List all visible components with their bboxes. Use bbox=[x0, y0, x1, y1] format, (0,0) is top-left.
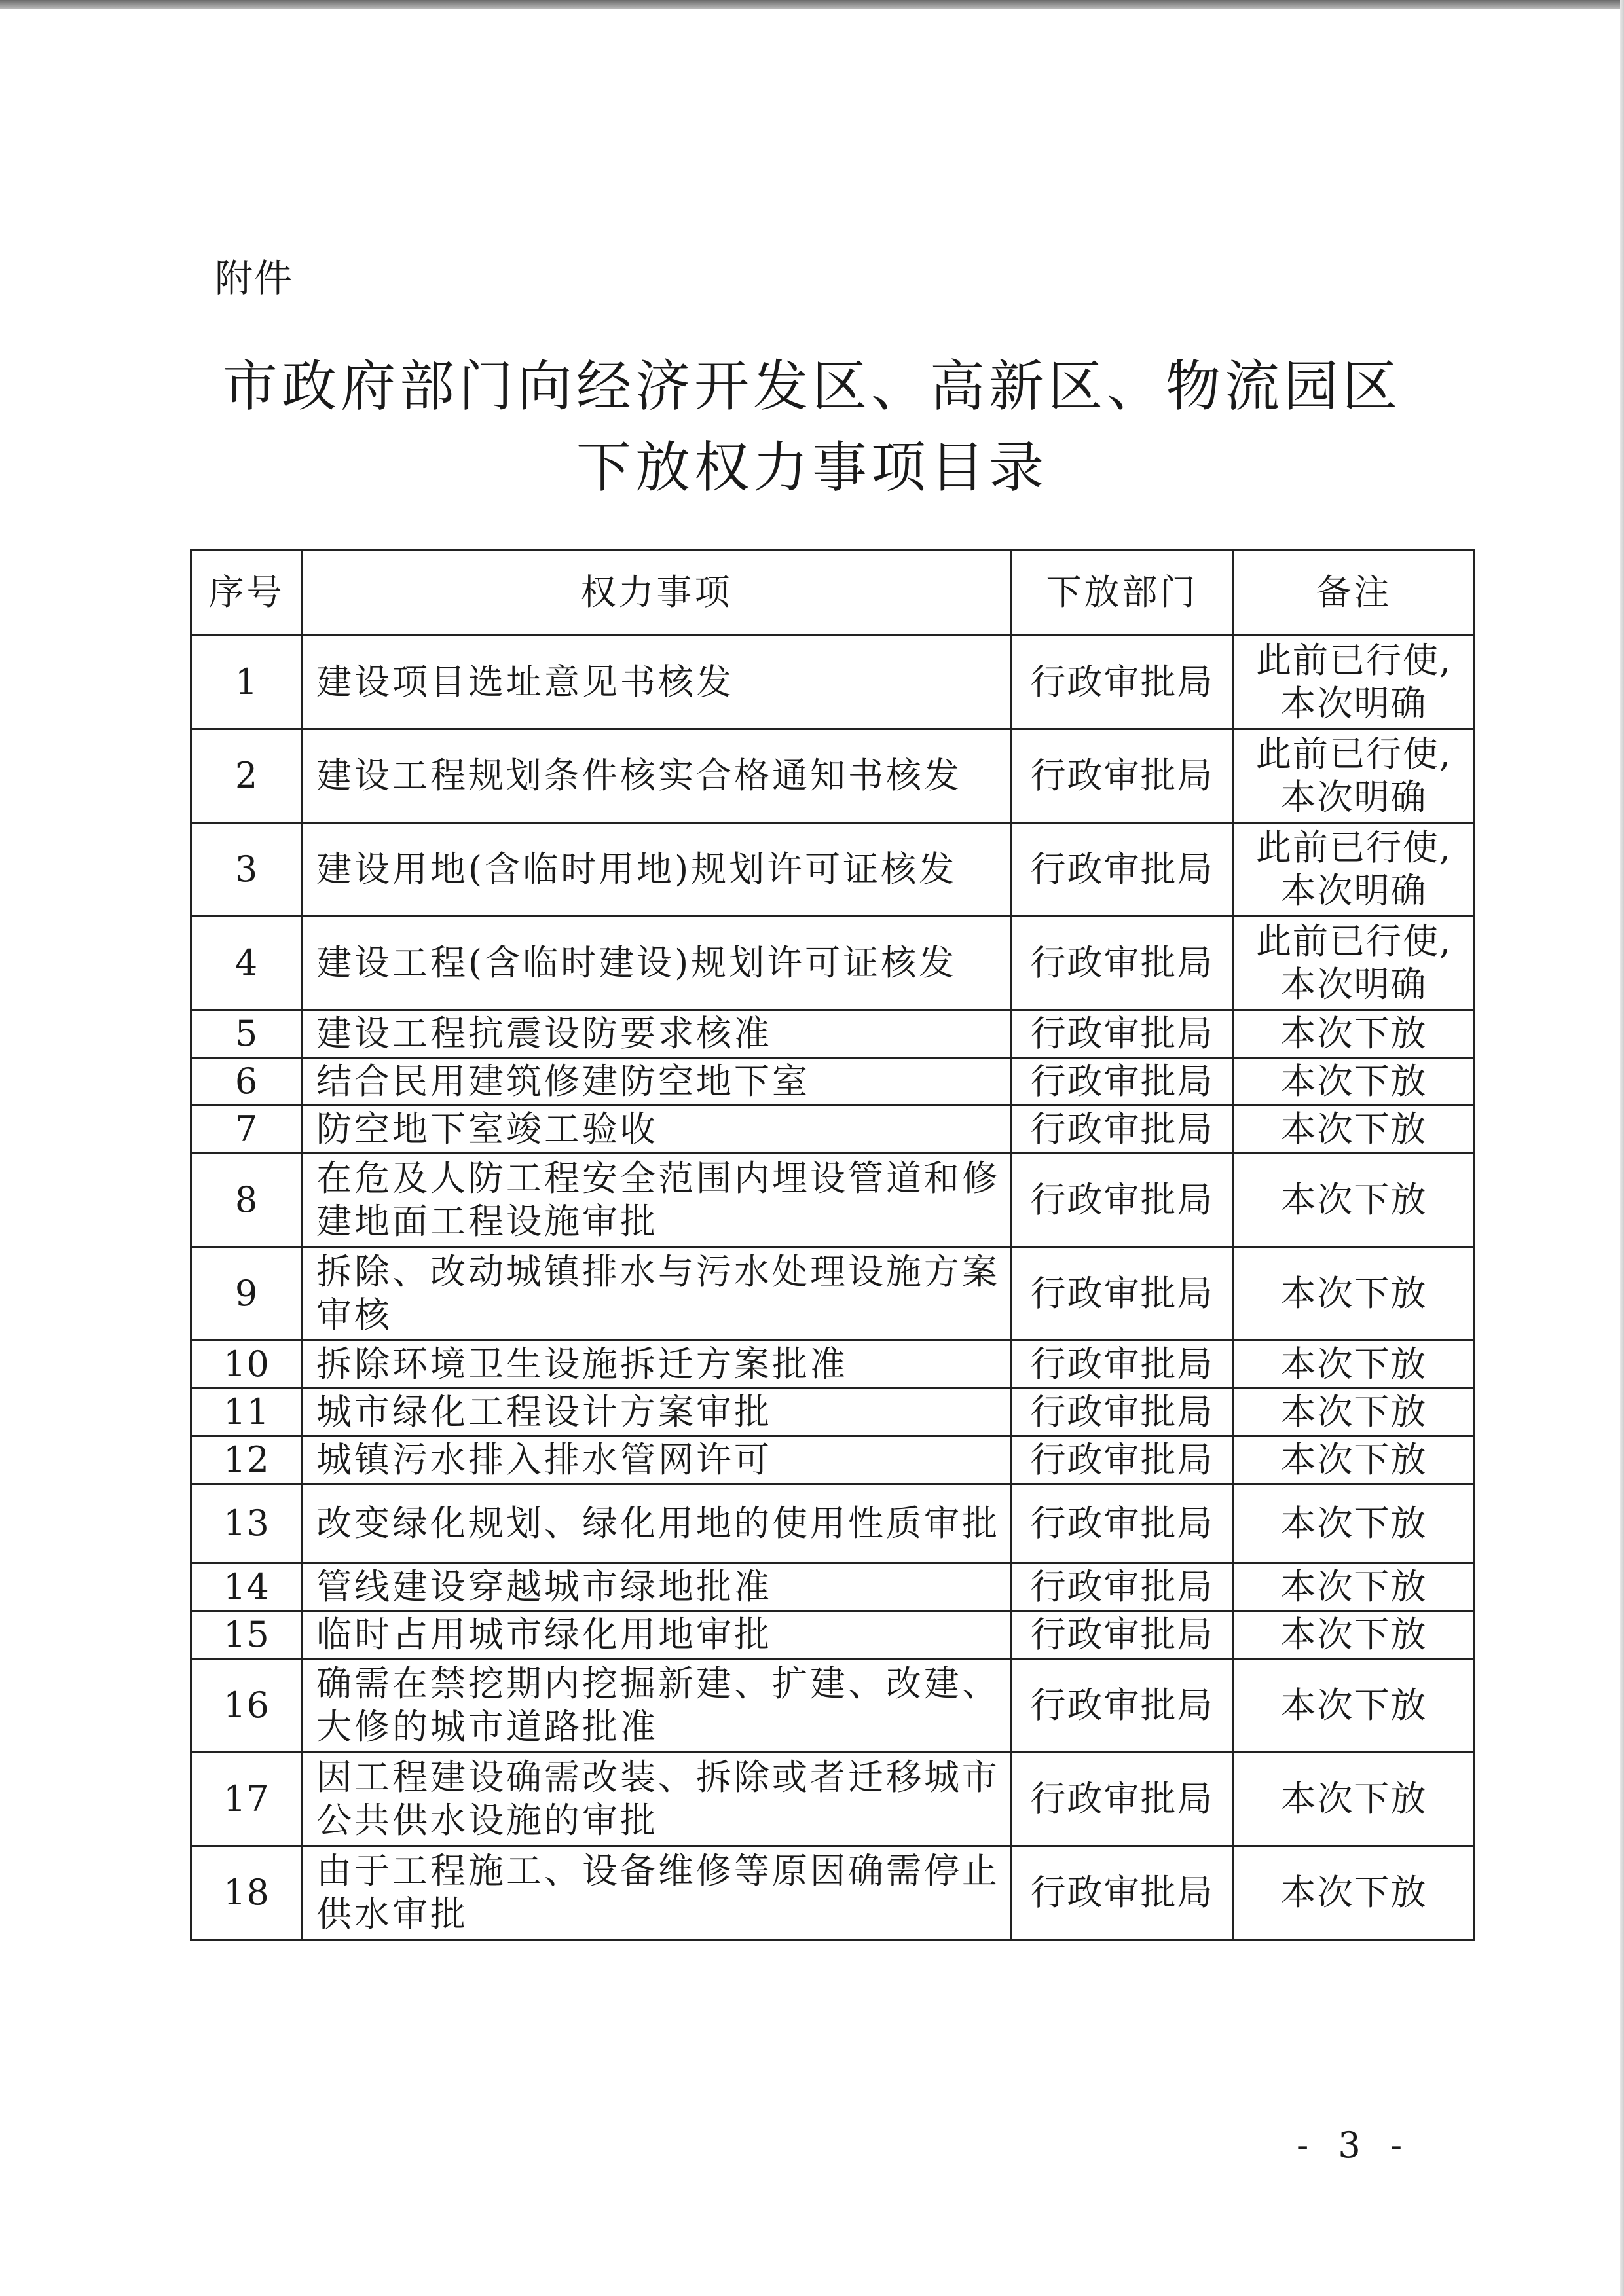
table-row bbox=[191, 1659, 1475, 1753]
row-serial-number: 8 bbox=[191, 1154, 303, 1247]
remarks-line: 本次下放 bbox=[1280, 1061, 1428, 1102]
row-power-item: 改变绿化规划、绿化用地的使用性质审批 bbox=[303, 1484, 1011, 1563]
page-number: - 3 - bbox=[1297, 2124, 1412, 2166]
row-serial-number: 7 bbox=[191, 1106, 303, 1154]
document-title-line-2: 下放权力事项目录 bbox=[576, 435, 1048, 500]
table-row bbox=[191, 636, 1475, 729]
header-department: 下放部门 bbox=[1011, 550, 1234, 636]
table-row bbox=[191, 1611, 1475, 1659]
row-department: 行政审批局 bbox=[1011, 1563, 1234, 1611]
row-remarks bbox=[1234, 1611, 1475, 1659]
remarks-line: 本次下放 bbox=[1280, 1685, 1428, 1726]
table-body bbox=[191, 636, 1475, 1940]
table-row bbox=[191, 917, 1475, 1010]
row-power-item: 拆除环境卫生设施拆迁方案批准 bbox=[303, 1341, 1011, 1389]
table-row bbox=[191, 1753, 1475, 1846]
row-remarks bbox=[1234, 636, 1475, 729]
attachment-label: 附件 bbox=[215, 256, 294, 301]
remarks-line: 本次下放 bbox=[1280, 1179, 1428, 1220]
row-power-item: 建设工程规划条件核实合格通知书核发 bbox=[303, 729, 1011, 823]
row-serial-number: 9 bbox=[191, 1247, 303, 1341]
row-department: 行政审批局 bbox=[1011, 1247, 1234, 1341]
power-items-table bbox=[190, 549, 1475, 1941]
row-power-item: 建设项目选址意见书核发 bbox=[303, 636, 1011, 729]
row-power-item: 拆除、改动城镇排水与污水处理设施方案审核 bbox=[303, 1247, 1011, 1341]
row-power-item: 确需在禁挖期内挖掘新建、扩建、改建、大修的城市道路批准 bbox=[303, 1659, 1011, 1753]
row-remarks bbox=[1234, 1058, 1475, 1106]
remarks-line: 本次下放 bbox=[1280, 1108, 1428, 1150]
row-power-item: 建设用地(含临时用地)规划许可证核发 bbox=[303, 823, 1011, 917]
remarks-line: 本次下放 bbox=[1280, 1566, 1428, 1607]
row-serial-number: 18 bbox=[191, 1846, 303, 1940]
remarks-line: 此前已行使, bbox=[1255, 920, 1452, 962]
row-power-item: 防空地下室竣工验收 bbox=[303, 1106, 1011, 1154]
table-row bbox=[191, 1846, 1475, 1940]
table-row bbox=[191, 823, 1475, 917]
row-power-item: 由于工程施工、设备维修等原因确需停止供水审批 bbox=[303, 1846, 1011, 1940]
row-remarks bbox=[1234, 1010, 1475, 1058]
row-power-item: 建设工程(含临时建设)规划许可证核发 bbox=[303, 917, 1011, 1010]
row-department: 行政审批局 bbox=[1011, 1484, 1234, 1563]
remarks-line: 本次下放 bbox=[1280, 1778, 1428, 1819]
row-serial-number: 2 bbox=[191, 729, 303, 823]
remarks-line: 此前已行使, bbox=[1255, 827, 1452, 868]
row-remarks bbox=[1234, 729, 1475, 823]
row-department: 行政审批局 bbox=[1011, 1389, 1234, 1436]
row-department: 行政审批局 bbox=[1011, 1341, 1234, 1389]
row-remarks bbox=[1234, 1659, 1475, 1753]
row-remarks bbox=[1234, 1563, 1475, 1611]
row-department: 行政审批局 bbox=[1011, 1846, 1234, 1940]
remarks-line: 此前已行使, bbox=[1255, 640, 1452, 681]
document-title-line-1: 市政府部门向经济开发区、高新区、物流园区 bbox=[222, 354, 1401, 418]
table-row bbox=[191, 1484, 1475, 1563]
remarks-line: 本次下放 bbox=[1280, 1503, 1428, 1544]
table-row bbox=[191, 1341, 1475, 1389]
row-department: 行政审批局 bbox=[1011, 1659, 1234, 1753]
remarks-line: 本次明确 bbox=[1280, 964, 1428, 1005]
row-serial-number: 15 bbox=[191, 1611, 303, 1659]
remarks-line: 本次下放 bbox=[1280, 1391, 1428, 1432]
remarks-line: 本次下放 bbox=[1280, 1614, 1428, 1655]
table-row bbox=[191, 1058, 1475, 1106]
scan-top-edge bbox=[0, 0, 1624, 9]
table-row bbox=[191, 729, 1475, 823]
row-power-item: 临时占用城市绿化用地审批 bbox=[303, 1611, 1011, 1659]
table-row bbox=[191, 1010, 1475, 1058]
table-row bbox=[191, 1563, 1475, 1611]
row-power-item: 结合民用建筑修建防空地下室 bbox=[303, 1058, 1011, 1106]
row-power-item: 管线建设穿越城市绿地批准 bbox=[303, 1563, 1011, 1611]
row-remarks bbox=[1234, 823, 1475, 917]
row-power-item: 城市绿化工程设计方案审批 bbox=[303, 1389, 1011, 1436]
row-department: 行政审批局 bbox=[1011, 1154, 1234, 1247]
row-remarks bbox=[1234, 1247, 1475, 1341]
row-remarks bbox=[1234, 1154, 1475, 1247]
row-remarks bbox=[1234, 1753, 1475, 1846]
remarks-line: 本次下放 bbox=[1280, 1273, 1428, 1314]
row-serial-number: 16 bbox=[191, 1659, 303, 1753]
row-department: 行政审批局 bbox=[1011, 917, 1234, 1010]
scan-right-edge bbox=[1620, 0, 1624, 2296]
row-serial-number: 13 bbox=[191, 1484, 303, 1563]
row-serial-number: 10 bbox=[191, 1341, 303, 1389]
remarks-line: 本次下放 bbox=[1280, 1872, 1428, 1913]
row-department: 行政审批局 bbox=[1011, 823, 1234, 917]
row-department: 行政审批局 bbox=[1011, 1106, 1234, 1154]
remarks-line: 本次明确 bbox=[1280, 870, 1428, 911]
remarks-line: 此前已行使, bbox=[1255, 733, 1452, 774]
row-remarks bbox=[1234, 1341, 1475, 1389]
row-power-item: 在危及人防工程安全范围内埋设管道和修建地面工程设施审批 bbox=[303, 1154, 1011, 1247]
table-row bbox=[191, 1389, 1475, 1436]
row-serial-number: 1 bbox=[191, 636, 303, 729]
table-row bbox=[191, 1247, 1475, 1341]
row-remarks bbox=[1234, 1484, 1475, 1563]
row-department: 行政审批局 bbox=[1011, 636, 1234, 729]
row-serial-number: 17 bbox=[191, 1753, 303, 1846]
row-department: 行政审批局 bbox=[1011, 729, 1234, 823]
row-serial-number: 3 bbox=[191, 823, 303, 917]
row-department: 行政审批局 bbox=[1011, 1753, 1234, 1846]
row-department: 行政审批局 bbox=[1011, 1611, 1234, 1659]
row-serial-number: 11 bbox=[191, 1389, 303, 1436]
remarks-line: 本次明确 bbox=[1280, 776, 1428, 818]
table-header-row bbox=[191, 550, 1475, 636]
table-row bbox=[191, 1154, 1475, 1247]
header-remarks: 备注 bbox=[1234, 550, 1475, 636]
remarks-line: 本次下放 bbox=[1280, 1013, 1428, 1054]
header-serial: 序号 bbox=[191, 550, 303, 636]
row-serial-number: 14 bbox=[191, 1563, 303, 1611]
row-power-item: 城镇污水排入排水管网许可 bbox=[303, 1436, 1011, 1484]
row-serial-number: 5 bbox=[191, 1010, 303, 1058]
row-remarks bbox=[1234, 1436, 1475, 1484]
row-serial-number: 12 bbox=[191, 1436, 303, 1484]
row-remarks bbox=[1234, 917, 1475, 1010]
row-remarks bbox=[1234, 1389, 1475, 1436]
row-power-item: 因工程建设确需改装、拆除或者迁移城市公共供水设施的审批 bbox=[303, 1753, 1011, 1846]
row-department: 行政审批局 bbox=[1011, 1436, 1234, 1484]
remarks-line: 本次下放 bbox=[1280, 1343, 1428, 1385]
row-department: 行政审批局 bbox=[1011, 1058, 1234, 1106]
row-remarks bbox=[1234, 1846, 1475, 1940]
remarks-line: 本次下放 bbox=[1280, 1439, 1428, 1480]
remarks-line: 本次明确 bbox=[1280, 683, 1428, 724]
row-remarks bbox=[1234, 1106, 1475, 1154]
row-serial-number: 6 bbox=[191, 1058, 303, 1106]
row-department: 行政审批局 bbox=[1011, 1010, 1234, 1058]
table-row bbox=[191, 1436, 1475, 1484]
header-power-item: 权力事项 bbox=[303, 550, 1011, 636]
table-row bbox=[191, 1106, 1475, 1154]
row-serial-number: 4 bbox=[191, 917, 303, 1010]
row-power-item: 建设工程抗震设防要求核准 bbox=[303, 1010, 1011, 1058]
